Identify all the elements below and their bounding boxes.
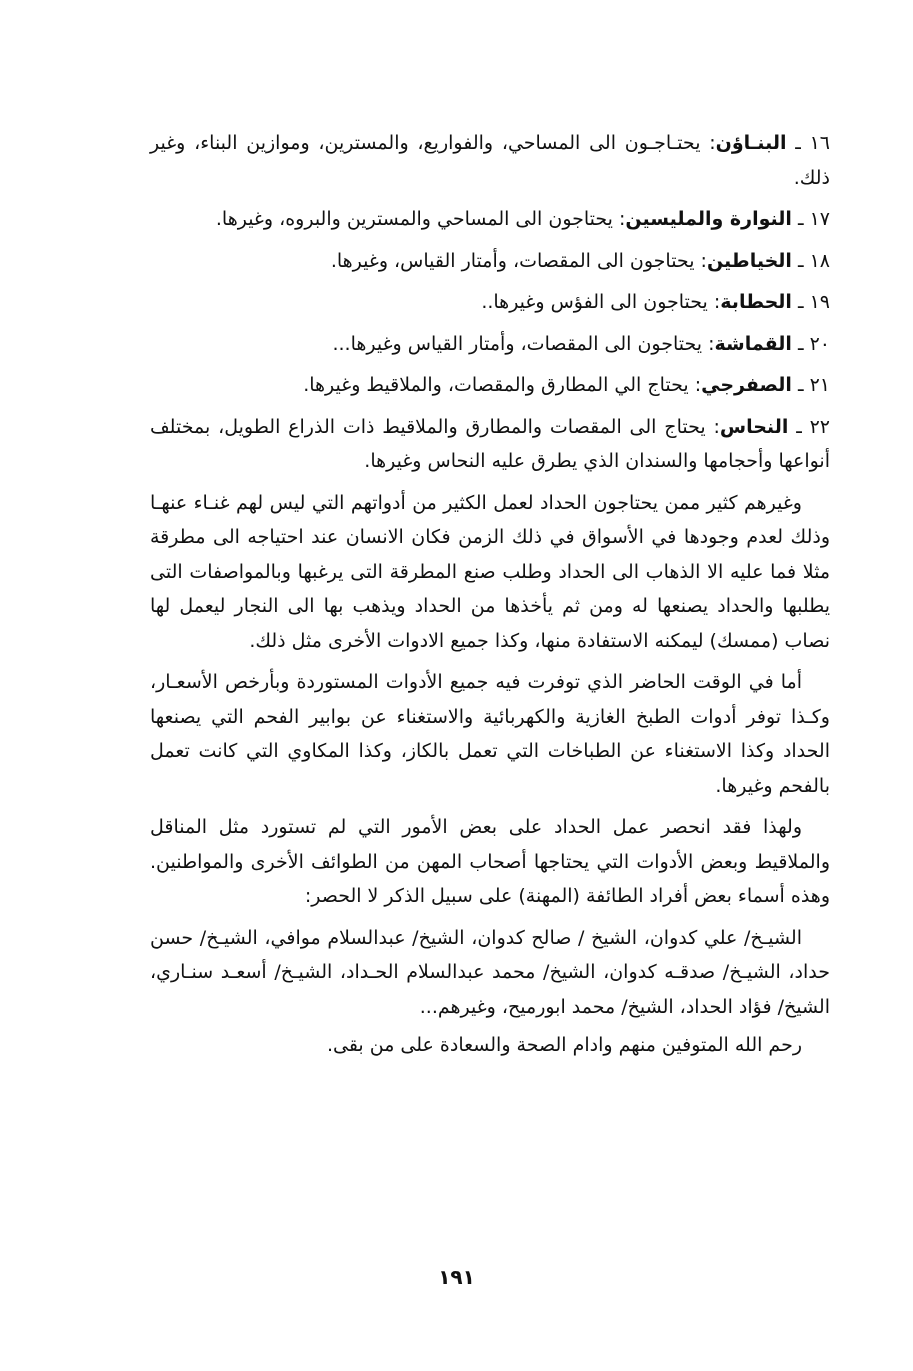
paragraph-present-day: أما في الوقت الحاضر الذي توفرت فيه جميع الأدوات المستوردة وبأرخص الأسعـار، وكـذا توفر أدوات الطبخ الغازية والكهربائية والاستغناء عن بوابير الفحم التي يصنعها الحداد وكذا الاستغناء عن الطباخات التي تعمل بالكاز، وكذا المكاوي التي كانت تعمل بالفحم وغيرها. [150, 671, 830, 797]
item-text: : يحتاجون الى المساحي والمسترين والبروه، وغيرها. [215, 208, 626, 230]
list-item-builders [150, 126, 830, 195]
list-item-tailors [150, 244, 830, 279]
item-label: النوارة والمليسين [625, 208, 792, 230]
list-item-coppersmith [150, 410, 830, 479]
item-text: : يحتـاجـون الى المساحي، والفواريع، والمسترين، وموازين البناء، وغير ذلك. [150, 132, 830, 189]
item-text: : يحتاج الى المقصات والمطارق والملاقيط ذات الذراع الطويل، بمختلف أنواعها وأحجامها والسندان الذي يطرق عليه النحاس وغيرها. [150, 415, 830, 472]
item-label: الخياطين [706, 249, 792, 272]
list-item-cloth-merchants [150, 327, 830, 362]
item-number: ١٨ ـ [797, 249, 830, 272]
list-item-woodcutters [150, 285, 830, 320]
item-number: ٢٢ ـ [796, 415, 831, 438]
item-number: ١٦ ـ [795, 132, 830, 154]
item-text: : يحتاجون الى الفؤس وغيرها.. [481, 291, 721, 313]
item-label: النحاس [719, 415, 789, 438]
item-number: ٢١ ـ [797, 374, 830, 396]
item-number: ١٧ ـ [797, 208, 830, 230]
page-number: ١٩١ [438, 1265, 475, 1289]
item-number: ٢٠ ـ [797, 332, 830, 355]
page-body [150, 126, 830, 1063]
names-list: الشيـخ/ علي كدوان، الشيخ / صالح كدوان، الشيخ/ عبدالسلام موافي، الشيـخ/ حسن حداد، الشيـخ/ صدقـه كدوان، الشيخ/ محمد عبدالسلام الحـداد، الشيـخ/ أسعـد سنـاري، الشيخ/ فؤاد الحداد، الشيخ/ محمد ابورميح، وغيرهم... [150, 926, 830, 1018]
item-number: ١٩ ـ [797, 291, 830, 313]
item-text: : يحتاج الي المطارق والمقصات، والملاقيط وغيرها. [303, 374, 702, 396]
item-label: الحطابة [720, 291, 792, 313]
paragraph-others: وغيرهم كثير ممن يحتاجون الحداد لعمل الكثير من أدواتهم التي ليس لهم غنـاء عنهـا وذلك لعدم وجودها في الأسواق في ذلك الزمن فكان الانسان عند احتياجه الى مطرقة مثلا فما عليه الا الذهاب الى الحداد وطلب صنع المطرقة التى يرغبها وبالمواصفات التى يطلبها والحداد يصنعها له ومن ثم يأخذها من الحداد ويذهب بها الى النجار ليعمل لها نصاب (ممسك) ليمكنه الاستفادة منها، وكذا جميع الادوات الأخرى مثل ذلك. [150, 491, 830, 652]
item-label: البنـاؤن [715, 132, 787, 154]
list-item-plasterers [150, 202, 830, 237]
item-label: الصفرجي [701, 374, 792, 396]
closing-prayer: رحم الله المتوفين منهم وادام الصحة والسعادة على من بقى. [326, 1034, 802, 1056]
item-text: : يحتاجون الى المقصات، وأمتار القياس، وغيرها. [330, 249, 707, 272]
paragraph-names-intro: ولهذا فقد انحصر عمل الحداد على بعض الأمور التي لم تستورد مثل المناقل والملاقيط وبعض الأدوات التي يحتاجها أصحاب المهن من الطوائف الأخرى والمواطنين. وهذه أسماء بعض أفراد الطائفة (المهنة) على سبيل الذكر لا الحصر: [150, 816, 830, 907]
list-item-tinsmith [150, 368, 830, 403]
item-label: القماشة [714, 332, 792, 355]
item-text: : يحتاجون الى المقصات، وأمتار القياس وغيرها... [332, 332, 715, 355]
